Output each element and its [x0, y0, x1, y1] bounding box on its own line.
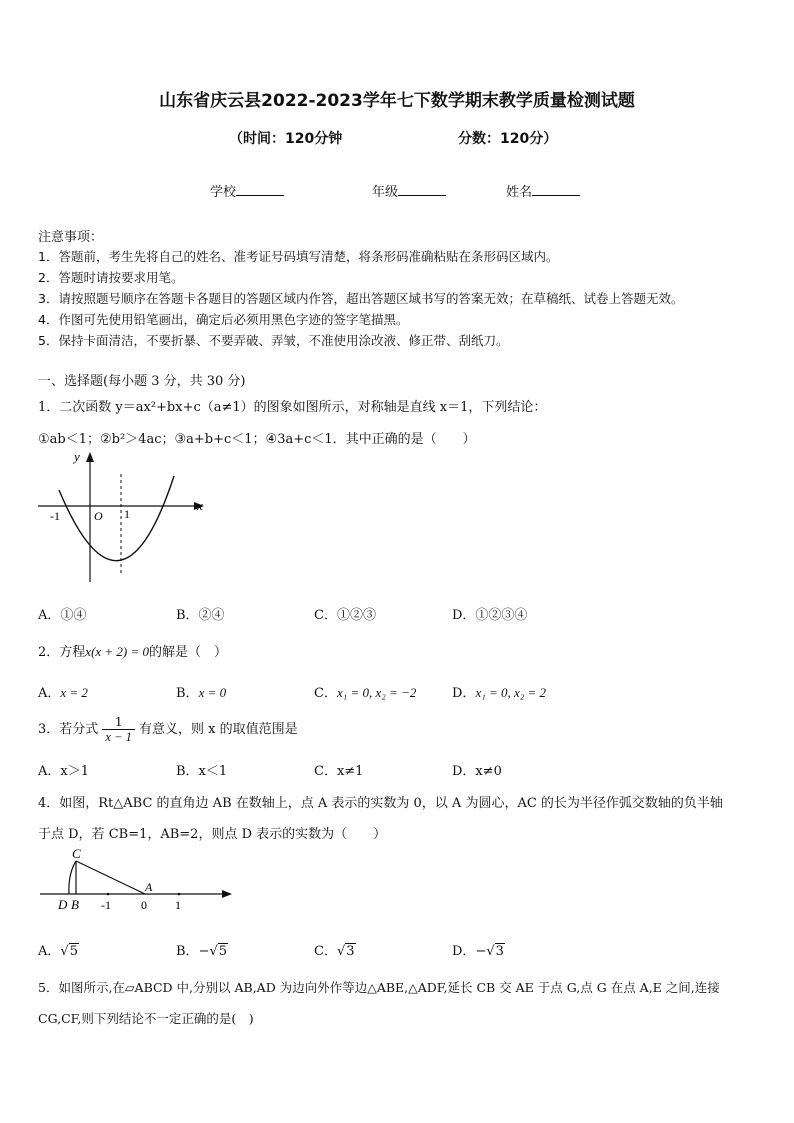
graph-origin-label: O — [94, 509, 103, 523]
q3-prefix: 3．若分式 — [38, 722, 99, 737]
q4-option-label: C． — [314, 944, 337, 959]
q5-stem-line1: 5．如图所示,在▱ABCD 中,分别以 AB,AD 为边向外作等边△ABE,△ADF,延长 CB 交 AE 于点 G,点 G 在点 A,E 之间,连接 — [38, 980, 720, 995]
note-item: 5．保持卡面清洁，不要折暴、不要弄破、弄皱，不准使用涂改液、修正带、刮纸刀。 — [38, 333, 509, 348]
q3-option-b[interactable]: B．x＜1 — [176, 764, 228, 779]
q1-option-d[interactable]: D．①②③④ — [452, 608, 528, 623]
q4-option-label: A． — [38, 944, 61, 959]
q4-option-d[interactable] — [452, 940, 505, 959]
q1-stem-line2: ①ab＜1；②b²＞4ac；③a+b+c＜1；④3a+c＜1．其中正确的是（ ） — [38, 432, 476, 447]
name-label: 姓名 — [506, 185, 533, 200]
q2-option-label: B． — [176, 686, 199, 701]
q2-option-text: x₁ = 0, x₂ = 2 — [475, 685, 547, 700]
q3-fraction-numerator: 1 — [114, 714, 123, 729]
q2-option-label: A． — [38, 686, 61, 701]
exam-score: 分数：120分） — [458, 131, 558, 147]
q4-option-label: D． — [452, 944, 476, 959]
exam-title: 山东省庆云县2022-2023学年七下数学期末教学质量检测试题 — [159, 91, 635, 111]
q4-option-a[interactable] — [38, 940, 79, 959]
grade-field — [372, 181, 446, 200]
q2-option-label: C． — [314, 686, 337, 701]
grade-label: 年级 — [372, 185, 399, 200]
q4-option-b[interactable] — [176, 940, 228, 959]
name-blank — [532, 183, 580, 196]
q4-option-label: B． — [176, 944, 199, 959]
note-item: 4．作图可先使用铅笔画出，确定后必须用黑色字迹的签字笔描黑。 — [38, 312, 409, 327]
q4-option-radicand: 3 — [495, 944, 504, 959]
q4-option-radicand: 5 — [218, 944, 228, 959]
sqrt-icon: √ — [209, 944, 218, 959]
q3-suffix: 有意义，则 x 的取值范围是 — [139, 722, 298, 737]
graph-neg1-label: -1 — [50, 509, 60, 523]
q1-stem-line1: 1．二次函数 y＝ax²+bx+c（a≠1）的图象如图所示，对称轴是直线 x＝1，下列结论： — [38, 400, 547, 415]
fig-point-c: C — [72, 846, 81, 861]
q3-option-a[interactable]: A．x＞1 — [38, 764, 89, 779]
q3-fraction — [102, 714, 134, 745]
q1-option-c[interactable]: C．①②③ — [314, 608, 376, 623]
q3-option-c[interactable]: C．x≠1 — [314, 764, 364, 779]
q1-parabola-graph — [34, 446, 214, 592]
q4-stem-line2: 于点 D，若 CB=1，AB=2，则点 D 表示的实数为（ ） — [38, 827, 387, 842]
q3-stem — [38, 714, 298, 745]
school-field — [210, 181, 284, 200]
q2-equation-x: x — [85, 644, 92, 659]
exam-time: （时间：120分钟 — [229, 131, 343, 147]
sqrt-icon: √ — [60, 944, 69, 959]
q2-option-b[interactable] — [176, 682, 226, 701]
q2-option-a[interactable] — [38, 682, 88, 701]
fig-tick-zero: 0 — [141, 898, 147, 912]
q4-option-c[interactable] — [314, 940, 356, 959]
q2-option-c[interactable] — [314, 682, 416, 701]
graph-x-label: x — [197, 498, 203, 513]
sqrt-icon: √ — [486, 944, 495, 959]
q1-option-a[interactable]: A．①④ — [38, 608, 87, 623]
fig-point-b: B — [71, 897, 79, 912]
q4-option-sign: − — [475, 944, 487, 959]
q4-option-sign: − — [198, 944, 210, 959]
q2-option-label: D． — [452, 686, 476, 701]
q2-option-text: x₁ = 0, x₂ = −2 — [336, 685, 417, 700]
graph-y-label: y — [74, 449, 80, 464]
q4-stem-line1: 4．如图，Rt△ABC 的直角边 AB 在数轴上，点 A 表示的实数为 0，以 A 为圆心，AC 的长为半径作弧交数轴的负半轴 — [38, 796, 723, 811]
school-label: 学校 — [210, 185, 237, 200]
q3-option-d[interactable]: D．x≠0 — [452, 764, 502, 779]
fig-point-d: D — [58, 897, 68, 912]
note-item: 2．答题时请按要求用笔。 — [38, 270, 184, 285]
fig-tick-neg1: -1 — [101, 898, 111, 912]
q2-stem — [38, 641, 227, 660]
q2-option-text: x = 0 — [198, 685, 227, 700]
q2-option-text: x = 2 — [60, 685, 88, 700]
q3-fraction-denominator: x − 1 — [102, 729, 134, 745]
fig-point-a: A — [145, 880, 153, 894]
grade-blank — [398, 183, 446, 196]
section-heading: 一、选择题(每小题 3 分，共 30 分) — [38, 374, 246, 389]
graph-one-label: 1 — [124, 507, 130, 521]
q5-stem-line2: CG,CF,则下列结论不一定正确的是( ) — [38, 1011, 254, 1026]
notes-heading: 注意事项： — [38, 230, 104, 245]
q4-option-radicand: 3 — [346, 944, 355, 959]
q2-prefix: 2．方程 — [38, 645, 86, 660]
q4-number-line-figure — [36, 846, 236, 916]
school-blank — [236, 183, 284, 196]
fig-tick-one: 1 — [175, 898, 181, 912]
note-item: 3．请按照题号顺序在答题卡各题目的答题区域内作答，超出答题区域书写的答案无效；在草稿纸、试卷上答题无效。 — [38, 291, 684, 306]
name-field — [506, 181, 580, 200]
q2-suffix: 的解是（ ） — [149, 645, 228, 660]
sqrt-icon: √ — [336, 944, 346, 959]
q4-option-radicand: 5 — [69, 944, 78, 959]
q2-option-d[interactable] — [452, 682, 546, 701]
q1-option-b[interactable]: B．②④ — [176, 608, 225, 623]
q2-equation-rest: (x + 2) = 0 — [91, 644, 150, 659]
note-item: 1．答题前，考生先将自己的姓名、准考证号码填写清楚，将条形码准确粘贴在条形码区域内。 — [38, 249, 559, 264]
